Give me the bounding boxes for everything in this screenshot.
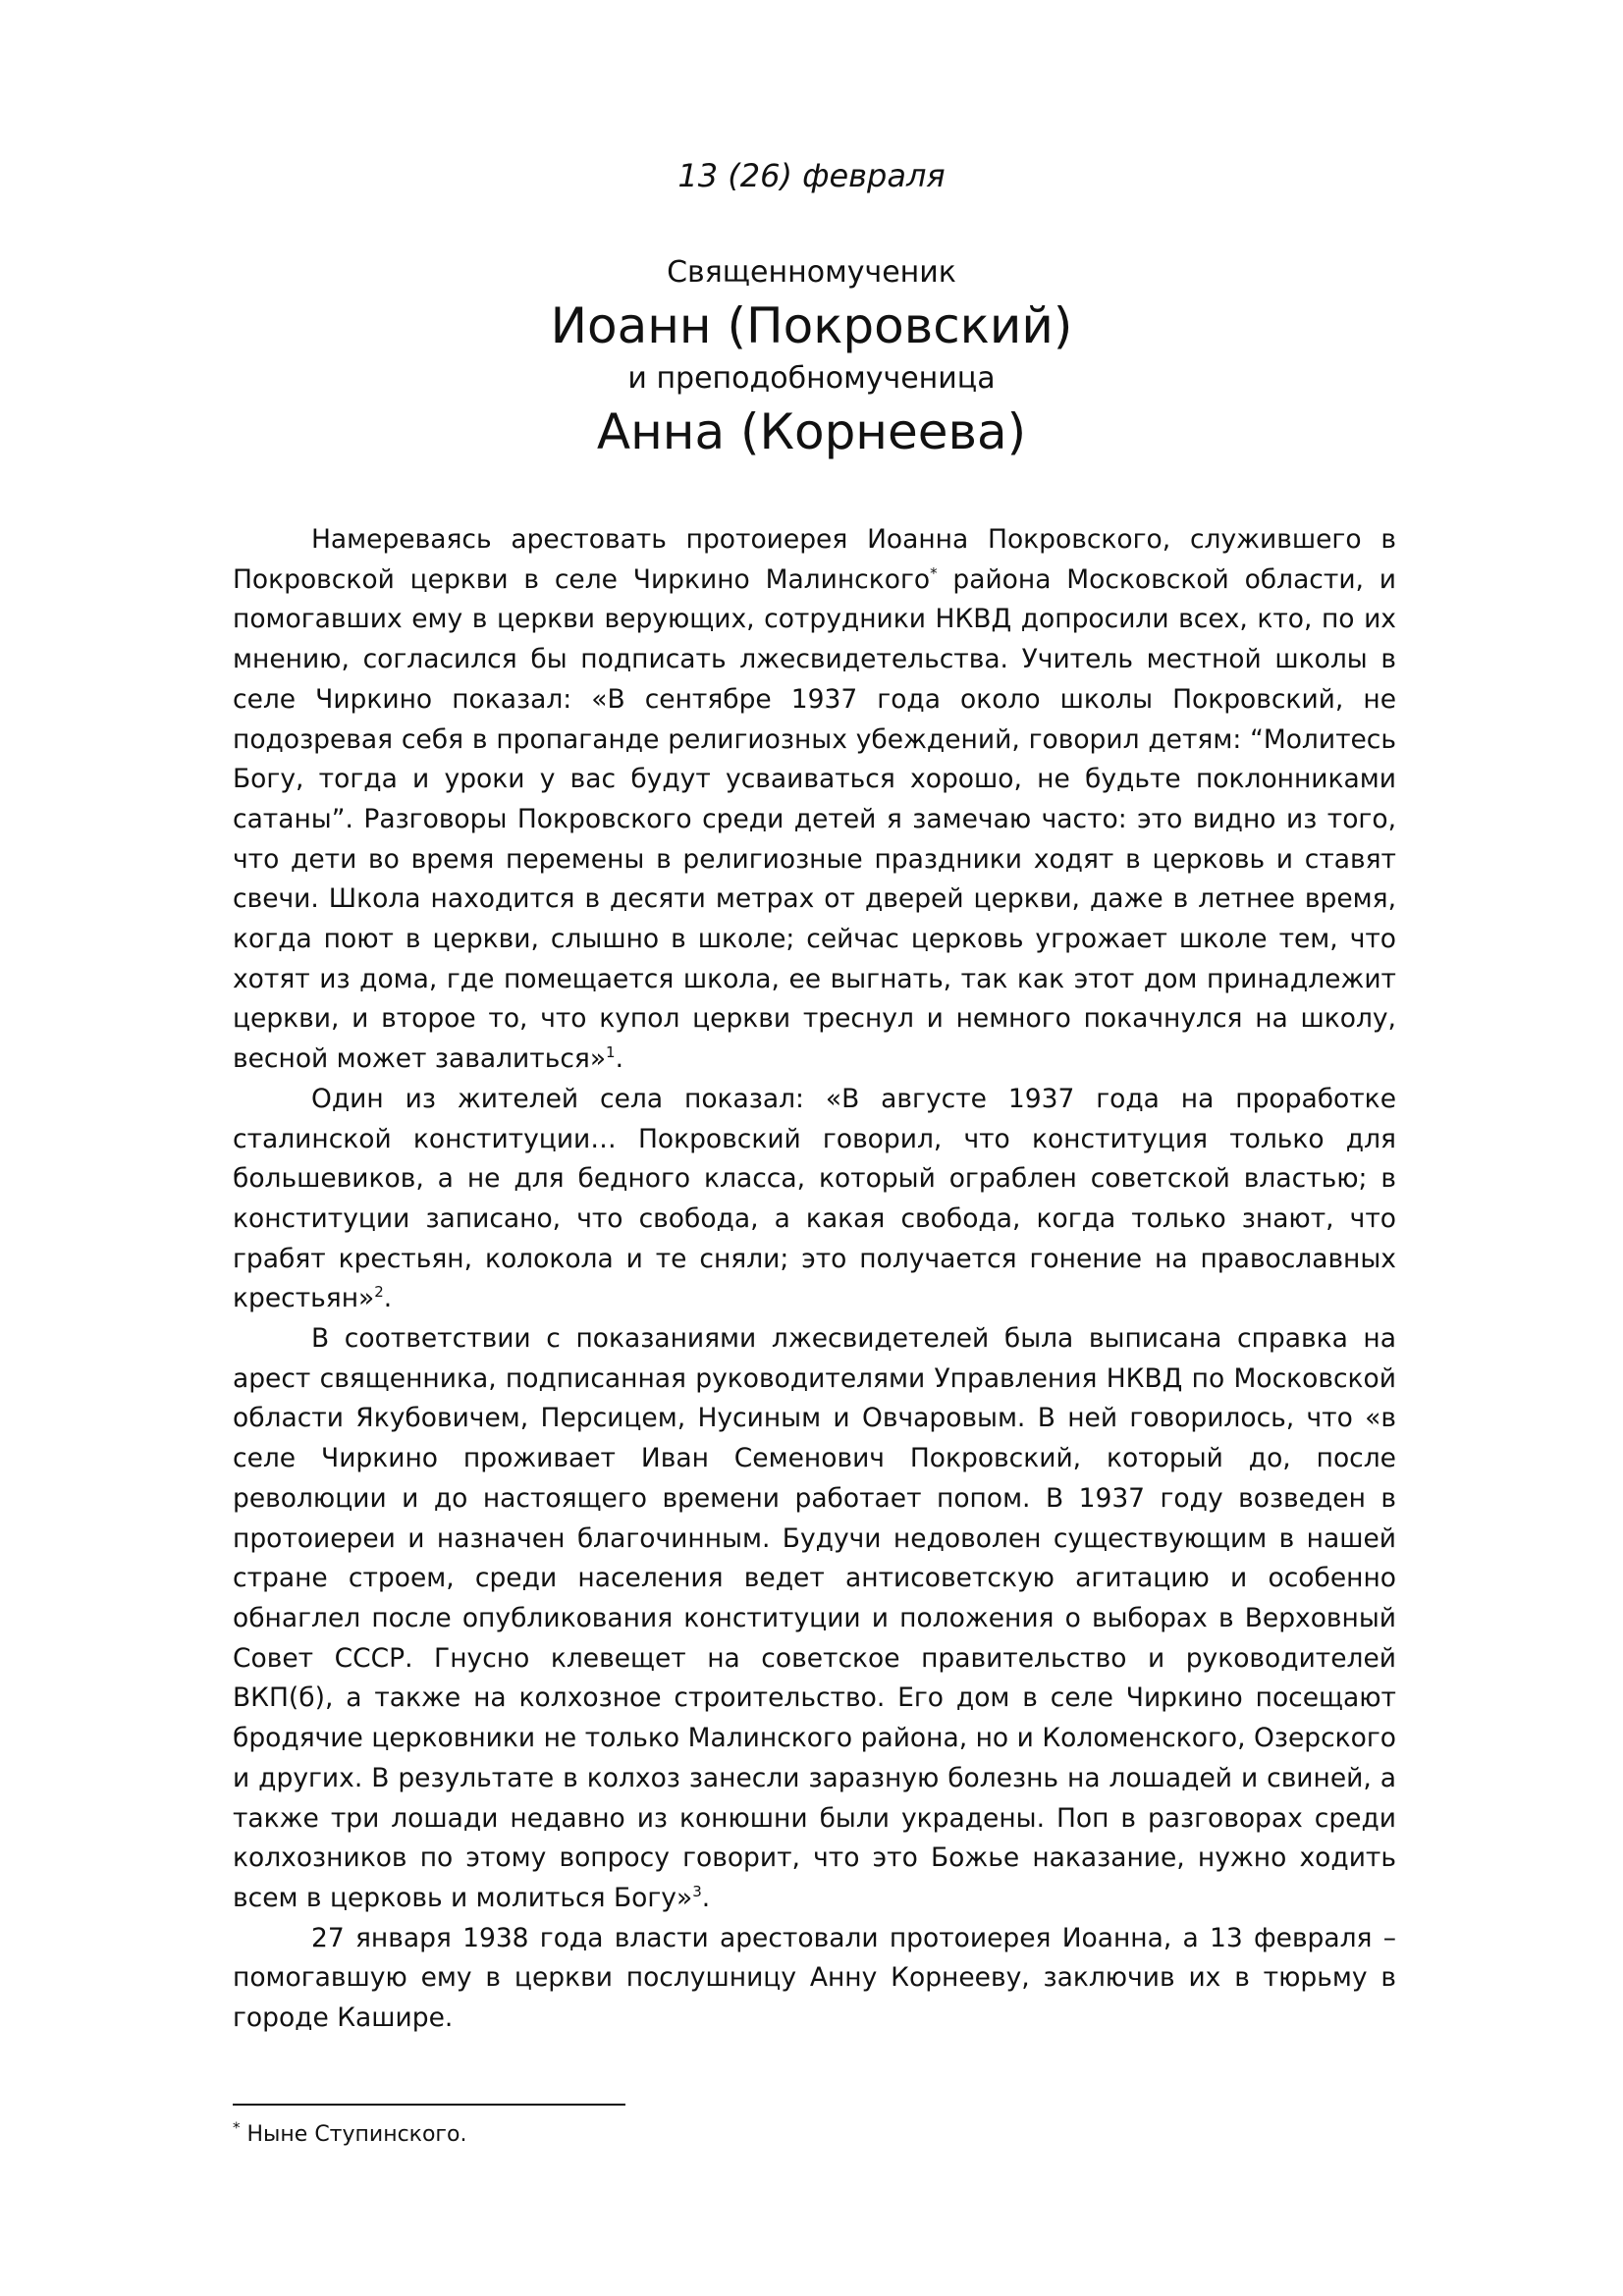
paragraph-3-text: В соответствии с показаниями лжесвидетелей была выписана справка на арест священника, подписанная руководителями Управления НКВД по Московской области Якубовичем, Персицем, Нусиным и Овчаровым. В ней говорилось, что «в селе Чиркино проживает Иван Семенович Покровский, который до, после революции и до настоящего времени работает попом. В 1937 году возведен в протоиереи и назначен благочинным. Будучи недоволен существующим в нашей стране строем, среди населения ведет антисоветскую агитацию и особенно обнаглел после опубликования конституции и положения о выборах в Верховный Совет СССР. Гнусно клевещет на советское правительство и руководителей ВКП(б), а также на колхозное строительство. Его дом в селе Чиркино посещают бродячие церковники не только Малинского района, но и Коломенского, Озерского и других. В результате в колхоз занесли заразную болезнь на лошадей и свиней, а также три лошади недавно из конюшни были украдены. Поп в разговорах среди колхозников по этому вопросу говорит, что это Божье наказание, нужно ходить всем в церковь и молиться Богу» bbox=[233, 1323, 1396, 1913]
feast-date: 13 (26) февраля bbox=[677, 157, 946, 194]
footnote-ref-asterisk[interactable]: * bbox=[930, 563, 938, 582]
paragraph-3 bbox=[233, 1319, 1396, 1919]
footnote-marker: * bbox=[233, 2118, 241, 2137]
title-name-2: Анна (Корнеева) bbox=[596, 403, 1027, 460]
footnote-divider bbox=[233, 2104, 625, 2106]
paragraph-1-end: . bbox=[615, 1043, 624, 1075]
paragraph-2-text: Один из жителей села показал: «В августе 1937 года на проработке сталинской конституции… Покровский говорил, что конституция только для большевиков, а не для бедного класса, который ограблен советской властью; в конституции записано, что свобода, а какая свобода, когда только знают, что грабят крестьян, колокола и те сняли; это получается гонение на православных крестьян» bbox=[233, 1083, 1396, 1314]
paragraph-2 bbox=[233, 1080, 1396, 1319]
title-name-1: Иоанн (Покровский) bbox=[550, 297, 1073, 354]
footnote-ref-2[interactable]: 2 bbox=[374, 1283, 384, 1302]
paragraph-3-end: . bbox=[701, 1882, 711, 1913]
title-rank-1: Священномученик bbox=[667, 255, 956, 290]
footnote-text: Ныне Ступинского. bbox=[240, 2122, 467, 2147]
title-rank-2: и преподобномученица bbox=[627, 361, 996, 396]
paragraph-1-text-a: Намереваясь арестовать протоиерея Иоанна Покровского, служившего в Покровской церкви в селе Чиркино Малинского bbox=[233, 524, 1396, 595]
paragraph-4: 27 января 1938 года власти арестовали протоиерея Иоанна, а 13 февраля – помогавшую ему в церкви послушницу Анну Корнееву, заключив их в тюрьму в городе Кашире. bbox=[233, 1922, 1396, 2034]
footnote-ref-1[interactable]: 1 bbox=[606, 1043, 616, 1062]
footnote bbox=[233, 2120, 466, 2150]
paragraph-1 bbox=[233, 520, 1396, 1080]
paragraph-1-text-b: района Московской области, и помогавших ему в церкви верующих, сотрудники НКВД допросили всех, кто, по их мнению, согласился бы подписать лжесвидетельства. Учитель местной школы в селе Чиркино показал: «В сентябре 1937 года около школы Покровский, не подозревая себя в пропаганде религиозных убеждений, говорил детям: “Молитесь Богу, тогда и уроки у вас будут усваиваться хорошо, не будьте поклонниками сатаны”. Разговоры Покровского среди детей я замечаю часто: это видно из того, что дети во время перемены в религиозные праздники ходят в церковь и ставят свечи. Школа находится в десяти метрах от дверей церкви, даже в летнее время, когда поют в церкви, слышно в школе; сейчас церковь угрожает школе тем, что хотят из дома, где помещается школа, ее выгнать, так как этот дом принадлежит церкви, и второе то, что купол церкви треснул и немного покачнулся на школу, весной может завалиться» bbox=[233, 563, 1396, 1075]
body-text bbox=[233, 520, 1396, 2039]
title-block bbox=[0, 253, 1623, 465]
paragraph-2-end: . bbox=[383, 1283, 393, 1314]
footnote-ref-3[interactable]: 3 bbox=[692, 1883, 702, 1901]
